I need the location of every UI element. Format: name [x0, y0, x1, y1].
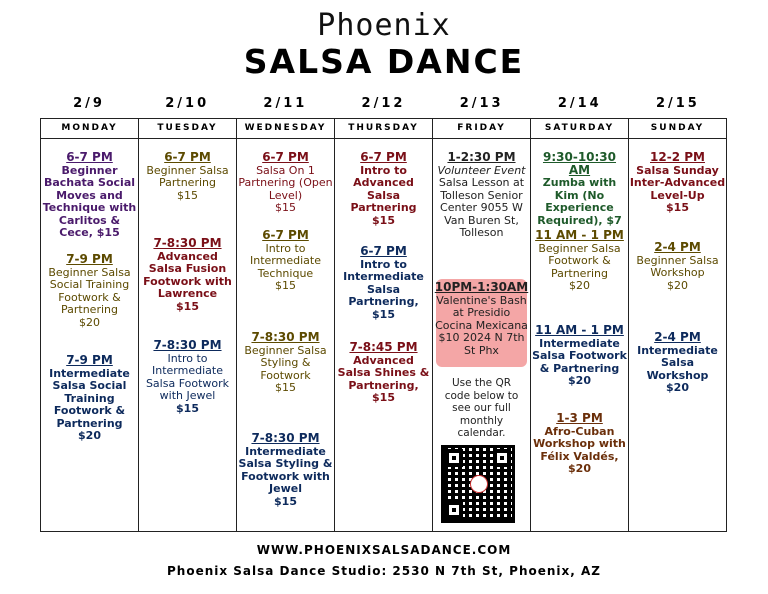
- event-time: 7-8:30 PM: [153, 236, 222, 250]
- event-sun-3: [629, 331, 726, 395]
- event-sat-1: [531, 151, 628, 227]
- script-title: Phoenix: [317, 8, 451, 43]
- event-time: 7-9 PM: [66, 353, 113, 367]
- event-desc: Salsa Sunday Inter-Advanced Level-Up: [629, 163, 726, 202]
- qr-finder-icon: [445, 449, 463, 467]
- column-wednesday: [237, 119, 335, 531]
- event-time: 6-7 PM: [262, 150, 309, 164]
- dayname-saturday: SATURDAY: [531, 119, 628, 139]
- event-desc: Salsa Lesson at Tolleson Senior Center 9055 W Van Buren St, Tolleson: [438, 176, 525, 239]
- event-desc: Zumba with Kim (No Experience Required), $7: [537, 176, 622, 227]
- event-price: $20: [79, 315, 100, 329]
- event-time: 7-8:30 PM: [251, 330, 320, 344]
- event-mon-2: [41, 253, 138, 329]
- date-mon: 2/9: [73, 96, 105, 111]
- column-sunday: [629, 119, 726, 531]
- event-desc: Beginner Salsa Footwork & Partnering: [538, 241, 621, 280]
- column-thursday: [335, 119, 433, 531]
- qr-note-text: Use the QR code below to see our full monthly calendar.: [444, 377, 519, 439]
- dayname-wednesday: WEDNESDAY: [237, 119, 334, 139]
- event-time: 7-8:30 PM: [153, 338, 222, 352]
- event-desc: Afro-Cuban Workshop with Félix Valdés, $20: [533, 424, 626, 475]
- qr-finder-icon: [493, 449, 511, 467]
- event-thu-3: [335, 341, 432, 405]
- event-wed-4: [237, 432, 334, 508]
- qr-code[interactable]: [441, 445, 515, 523]
- event-time: 11 AM - 1 PM: [535, 228, 624, 242]
- event-price: $20: [666, 381, 689, 394]
- date-fri: 2/13: [459, 96, 504, 111]
- event-time: 7-8:45 PM: [349, 340, 418, 354]
- date-wed: 2/11: [263, 96, 308, 111]
- event-time: 11 AM - 1 PM: [535, 323, 624, 337]
- event-desc: Intermediate Salsa Footwork & Partnering: [532, 336, 627, 375]
- event-desc: Intermediate Salsa Workshop: [637, 343, 718, 382]
- event-time: 1-2:30 PM: [447, 150, 516, 164]
- event-price: $15: [176, 299, 199, 313]
- event-desc: Intro to Intermediate Technique: [250, 241, 321, 280]
- event-desc: Advanced Salsa Shines & Partnering, $15: [337, 353, 430, 404]
- event-price: $20: [569, 279, 590, 292]
- event-price: $15: [177, 188, 198, 202]
- event-wed-2: [237, 229, 334, 293]
- event-desc: Intermediate Salsa Social Training Footwork & Partnering: [49, 366, 130, 430]
- event-time: 10PM-1:30AM: [434, 280, 529, 294]
- event-mon-1: [41, 151, 138, 240]
- event-thu-1: [335, 151, 432, 227]
- event-price: $15: [275, 279, 296, 292]
- event-wed-1: [237, 151, 334, 215]
- event-thu-2: [335, 245, 432, 321]
- event-price: $15: [275, 381, 296, 394]
- column-monday: [41, 119, 139, 531]
- event-tue-1: [139, 151, 236, 202]
- column-saturday: [531, 119, 629, 531]
- event-time: 12-2 PM: [650, 150, 705, 164]
- event-price: $15: [176, 401, 199, 415]
- event-time: 6-7 PM: [360, 150, 407, 164]
- event-fri-2: [433, 281, 530, 357]
- event-tue-3: [139, 339, 236, 415]
- main-title: SALSA DANCE: [243, 42, 525, 81]
- event-desc: Advanced Salsa Fusion Footwork with Lawrence: [143, 249, 232, 300]
- date-sun: 2/15: [655, 96, 700, 111]
- event-price: $15: [275, 201, 296, 214]
- event-desc: Valentine's Bash at Presidio Cocina Mexicana $10 2024 N 7th St Phx: [435, 293, 528, 357]
- event-desc: Beginner Salsa Workshop: [636, 253, 719, 279]
- dayname-monday: MONDAY: [41, 119, 138, 139]
- event-price: $15: [274, 494, 297, 508]
- dayname-thursday: THURSDAY: [335, 119, 432, 139]
- event-desc: Beginner Bachata Social Moves and Technique with Carlitos & Cece, $15: [42, 163, 137, 239]
- date-sat: 2/14: [557, 96, 602, 111]
- event-sat-4: [531, 412, 628, 476]
- event-time: 6-7 PM: [360, 244, 407, 258]
- event-label: Volunteer Event: [437, 163, 526, 177]
- event-fri-1: [433, 151, 530, 240]
- qr-note: [433, 377, 530, 440]
- event-time: 1-3 PM: [556, 411, 603, 425]
- event-sun-2: [629, 241, 726, 292]
- event-time: 7-8:30 PM: [251, 431, 320, 445]
- dayname-tuesday: TUESDAY: [139, 119, 236, 139]
- website-link[interactable]: WWW.PHOENIXSALSADANCE.COM: [256, 543, 512, 557]
- event-desc: Intermediate Salsa Styling & Footwork with Jewel: [238, 444, 333, 495]
- event-time: 6-7 PM: [262, 228, 309, 242]
- event-sun-1: [629, 151, 726, 215]
- schedule-grid: [40, 118, 727, 532]
- qr-logo-icon: [470, 475, 488, 493]
- event-desc: Intro to Advanced Salsa Partnering: [350, 163, 417, 214]
- event-price: $15: [666, 201, 689, 214]
- event-time: 2-4 PM: [654, 240, 701, 254]
- event-desc: Intro to Intermediate Salsa Partnering, $15: [343, 257, 424, 321]
- event-desc: Salsa On 1 Partnering (Open Level): [238, 163, 333, 202]
- event-wed-3: [237, 331, 334, 395]
- event-desc: Beginner Salsa Social Training Footwork & Partnering: [48, 265, 131, 316]
- event-sat-3: [531, 324, 628, 388]
- event-desc: Beginner Salsa Partnering: [146, 163, 229, 189]
- date-row: [40, 96, 727, 111]
- event-tue-2: [139, 237, 236, 313]
- event-desc: Beginner Salsa Styling & Footwork: [244, 343, 327, 382]
- event-desc: Intro to Intermediate Salsa Footwork with Jewel: [145, 351, 230, 402]
- dayname-friday: FRIDAY: [433, 119, 530, 139]
- studio-address: Phoenix Salsa Dance Studio: 2530 N 7th St, Phoenix, AZ: [166, 564, 601, 578]
- dayname-sunday: SUNDAY: [629, 119, 726, 139]
- column-friday: [433, 119, 531, 531]
- event-price: $20: [667, 278, 688, 292]
- event-price: $15: [372, 213, 395, 227]
- event-time: 9:30-10:30 AM: [542, 150, 617, 177]
- column-tuesday: [139, 119, 237, 531]
- qr-finder-icon: [445, 501, 463, 519]
- event-time: 6-7 PM: [164, 150, 211, 164]
- date-tue: 2/10: [165, 96, 210, 111]
- event-sat-2: [531, 229, 628, 293]
- event-time: 7-9 PM: [66, 252, 113, 266]
- date-thu: 2/12: [361, 96, 406, 111]
- event-price: $20: [568, 374, 591, 387]
- event-time: 2-4 PM: [654, 330, 701, 344]
- event-time: 6-7 PM: [66, 150, 113, 164]
- event-mon-3: [41, 354, 138, 443]
- event-price: $20: [78, 429, 101, 442]
